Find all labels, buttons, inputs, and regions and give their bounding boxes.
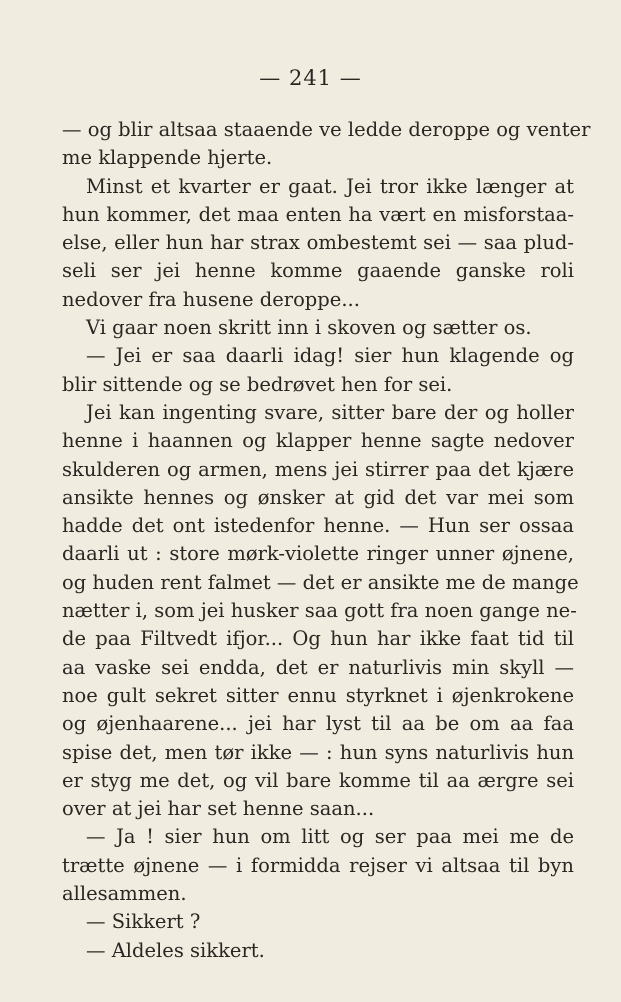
text-line: else, eller hun har strax ombestemt sei — saa plud- bbox=[62, 231, 574, 255]
text-line: Vi gaar noen skritt inn i skoven og sætter os. bbox=[86, 316, 532, 340]
text-line: noe gult sekret sitter ennu styrknet i øjenkrokene bbox=[62, 683, 574, 707]
text-line: — Jei er saa daarli idag! sier hun klagende og bbox=[86, 344, 574, 368]
text-line: me klappende hjerte. bbox=[62, 146, 273, 170]
text-line: allesammen. bbox=[62, 882, 187, 906]
text-line: nedover fra husene deroppe... bbox=[62, 287, 360, 311]
text-line: hadde det ont istedenfor henne. — Hun ser ossaa bbox=[62, 514, 574, 538]
text-line: aa vaske sei endda, det er naturlivis min skyll — bbox=[62, 655, 574, 679]
text-line: — og blir altsaa staaende ve ledde deroppe og venter bbox=[62, 118, 591, 141]
text-line: og øjenhaarene... jei har lyst til aa be om aa faa bbox=[62, 712, 574, 736]
text-line: — Aldeles sikkert. bbox=[86, 938, 265, 962]
text-line: og huden rent falmet — det er ansikte me de mange bbox=[62, 570, 579, 594]
text-line: daarli ut : store mørk-violette ringer unner øjnene, bbox=[62, 542, 574, 566]
text-line: — Ja ! sier hun om litt og ser paa mei me de bbox=[86, 825, 574, 849]
text-line: Jei kan ingenting svare, sitter bare der og holler bbox=[86, 400, 574, 424]
text-line: nætter i, som jei husker saa gott fra noen gange ne- bbox=[62, 599, 577, 623]
text-line: de paa Filtvedt ifjor... Og hun har ikke faat tid til bbox=[62, 627, 574, 651]
text-line: ansikte hennes og ønsker at gid det var mei som bbox=[62, 485, 574, 509]
text-line: skulderen og armen, mens jei stirrer paa det kjære bbox=[62, 457, 574, 481]
text-line: blir sittende og se bedrøvet hen for sei. bbox=[62, 372, 453, 396]
text-line: trætte øjnene — i formidda rejser vi altsaa til byn bbox=[62, 853, 574, 877]
text-line: er styg me det, og vil bare komme til aa ærgre sei bbox=[62, 768, 574, 792]
text-line: seli ser jei henne komme gaaende ganske roli bbox=[62, 259, 574, 283]
text-line: — Sikkert ? bbox=[86, 910, 201, 934]
text-line: over at jei har set henne saan... bbox=[62, 797, 375, 821]
page-number: — 241 — bbox=[259, 66, 362, 90]
text-line: spise det, men tør ikke — : hun syns naturlivis hun bbox=[62, 740, 574, 764]
body-text bbox=[62, 116, 591, 965]
text-line: henne i haannen og klapper henne sagte nedover bbox=[62, 429, 574, 453]
text-line: Minst et kvarter er gaat. Jei tror ikke længer at bbox=[86, 174, 574, 198]
text-line: hun kommer, det maa enten ha vært en misforstaa- bbox=[62, 202, 574, 226]
